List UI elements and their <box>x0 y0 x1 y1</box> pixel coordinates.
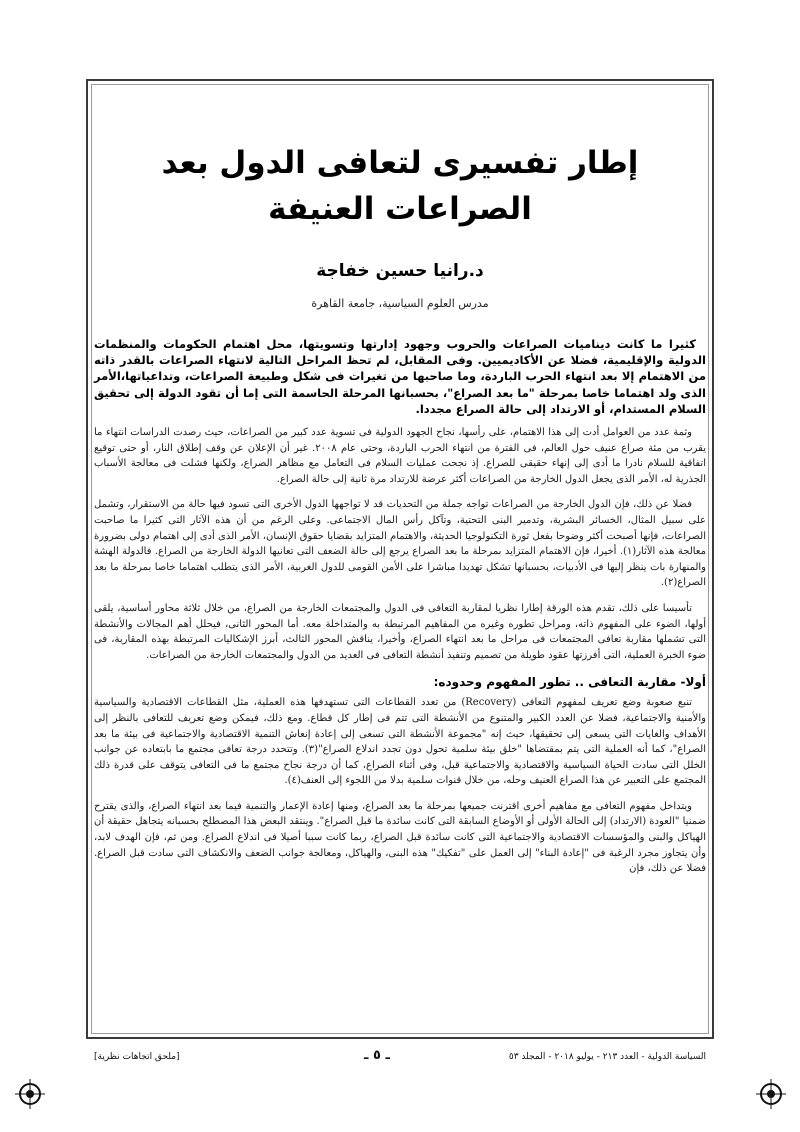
section-paragraph-1: تنبع صعوبة وضع تعريف لمفهوم التعافى (Recovery) من تعدد القطاعات التى تستهدفها هذه العملية، مثل القطاعات الاقتصادية والسياسية والأمنية والاجتماعية، فضلا عن العدد الكبير والمتنوع من الأنشطة التى تتم فى إطار كل قطاع. ومع ذلك، فيمكن وضع تعريف للتعافى بالنظر إلى الأهداف والغايات التى يسعى إلى تحقيقها، حيث إنه "مجموعة الأنشطة التى تسعى إلى إعادة إنعاش التنمية الاقتصادية والاجتماعية فى بيئة ما بعد الصراع"، كما أنه العملية التى يتم بمقتضاها "خلق بيئة سلمية تحول دون تجدد اندلاع الصراع"(٣). وتتحدد درجة تعافى مجتمع ما بابتعاده عن جوانب الخلل التى سادت الحياة السياسية والاقتصادية والاجتماعية قبل، وفى أثناء الصراع، كما أن درجة نجاح مجتمع ما فى التعافى يتوقف على قدرة ذلك المجتمع على التعبير عن هذا الصراع العنيف وحله، من خلال قنوات سلمية بدلا من اللجوء إلى العنف(٤). <box>94 697 706 787</box>
section-heading: أولا- مقاربة التعافى .. تطور المفهوم وحدوده: <box>433 675 706 690</box>
footer-journal-info: السياسة الدولية - العدد ٢١٣ - يوليو ٢٠١٨ - المجلد ٥٣ <box>508 1052 706 1062</box>
author-affiliation: مدرس العلوم السياسية، جامعة القاهرة <box>311 297 489 310</box>
article-title: إطار تفسيرى لتعافى الدول بعد الصراعات العنيفة <box>161 145 639 227</box>
abstract-paragraph: كثيرا ما كانت ديناميات الصراعات والحروب وجهود إدارتها وتسويتها، محل اهتمام الحكومات والمنظمات الدولية والإقليمية، فضلا عن الأكاديميين. وفى المقابل، لم تحظ المراحل التالية لانتهاء الصراعات بالقدر ذاته من الاهتمام إلا بعد انتهاء الحرب الباردة، وما صاحبها من تغيرات فى شكل وطبيعة الصراعات، وتداعياتها،الأمر الذى ولد اهتماما خاصا بمرحلة "ما بعد الصراع"، بحسبانها المرحلة الحاسمة التى إما أن تقود الدولة إلى تحقيق السلام المستدام، أو الارتداد إلى حالة الصراع مجددا. <box>94 337 706 416</box>
registration-dot <box>26 1090 34 1098</box>
body-paragraph-3: تأسيسا على ذلك، تقدم هذه الورقة إطارا نظريا لمقاربة التعافى فى الدول والمجتمعات الخارجة من الصراع، من خلال ثلاثة محاور أساسية، يلقى أولها، الضوء على المفهوم ذاته، ومراحل تطوره وغيره من المفاهيم المرتبطة به والمتداخلة معه. أما المحور الثانى، فيحلل أهم المجالات والأنشطة التى تشملها مقاربة تعافى المجتمعات فى مراحل ما بعد انتهاء الصراع، وأخيرا، يناقش المحور الثالث، أبرز الإشكاليات المرتبطة بهذه المقاربة، فى ضوء الخبرة العملية، التى أفرزتها عقود طويلة من تصميم وتنفيذ أنشطة التعافى فى العديد من الدول والمجتمعات الخارجة من الصراعات. <box>94 602 706 661</box>
page-footer <box>94 1048 706 1068</box>
registration-mark-icon <box>760 1083 782 1105</box>
article-body <box>94 140 706 887</box>
author-name: د.رانيا حسين خفاجة <box>316 261 484 281</box>
registration-dot <box>767 1090 775 1098</box>
body-paragraph-2: فضلا عن ذلك، فإن الدول الخارجة من الصراعات تواجه جملة من التحديات قد لا تواجهها الدول الأخرى التى تسود فيها حالة من الاستقرار، وتشمل على سبيل المثال، الخسائر البشرية، وتدمير البنى التحتية، وتآكل رأس المال الاجتماعى. وعلى الرغم من أن هذه الآثار التى كثيرا ما صاحبت الصراعات، فإنها أصبحت أكثر وضوحا بفعل ثورة التكنولوجيا الحديثة، والاهتمام المتزايد بقضايا حقوق الإنسان، الأمر الذى أدى إلى اهتمام دولى بضرورة معالجة هذه الآثار(١). أخيرا، فإن الاهتمام المتزايد بمرحلة ما بعد الصراع يرجع إلى حالة الضعف التى تعانيها الدولة الخارجة من الصراع. فالدولة الهشة والمنهارة بات ينظر إليها فى الأدبيات، بحسبانها تشكل تهديدا مباشرا على الأمن القومى للدول الغربية، الأمر الذى يتطلب اهتماما خاصا بمرحلة ما بعد الصراع(٢). <box>94 499 706 589</box>
footer-page-number: ـ ٥ ـ <box>364 1048 390 1063</box>
body-paragraph-1: وثمة عدد من العوامل أدت إلى هذا الاهتمام، على رأسها، نجاح الجهود الدولية فى تسوية عدد كبير من الصراعات، حيث رصدت الدراسات انتهاء ما يقرب من مئة صراع عنيف حول العالم، فى الفترة من انتهاء الحرب الباردة، وحتى عام ٢٠٠٨. غير أن الإعلان عن وقف إطلاق النار، أو حتى توقيع اتفاقية للسلام نادرا ما أدى إلى إنهاء حقيقى للصراع. إذ نجحت عمليات السلام فى التعامل مع مظاهر الصراع، ولكنها فشلت فى معالجة الأسباب الجذرية له، الأمر الذى يجعل الدول الخارجة من الصراعات أكثر عرضة للارتداد مرة ثانية إلى حالة الصراع. <box>94 427 706 485</box>
registration-mark-icon <box>19 1083 41 1105</box>
section-paragraph-2: ويتداخل مفهوم التعافى مع مفاهيم أخرى اقترنت جميعها بمرحلة ما بعد الصراع، ومنها إعادة الإعمار والتنمية فيما بعد انتهاء الصراع، والذى يقترح ضمنيا "العودة (الارتداد) إلى الحالة الأولى أو الأوضاع السابقة التى كانت سائدة ما قبل الصراع". وينتقد البعض هذا المصطلح بحسبانه يتجاهل حقيقة أن الهياكل والبنى والمؤسسات الاقتصادية والاجتماعية التى كانت سائدة قبل الصراع، ربما كانت سببا أصيلا فى اندلاع الصراع. ومن ثم، فإن الهدف لابد، وأن يتجاوز مجرد الرغبة فى "إعادة البناء" إلى العمل على "تفكيك" هذه البنى، والهياكل، ومعالجة جوانب الضعف والانكشاف التى سادت قبل الصراع. فضلا عن ذلك، فإن <box>94 800 706 875</box>
footer-section-label: [ملحق اتجاهات نظرية] <box>94 1052 180 1062</box>
